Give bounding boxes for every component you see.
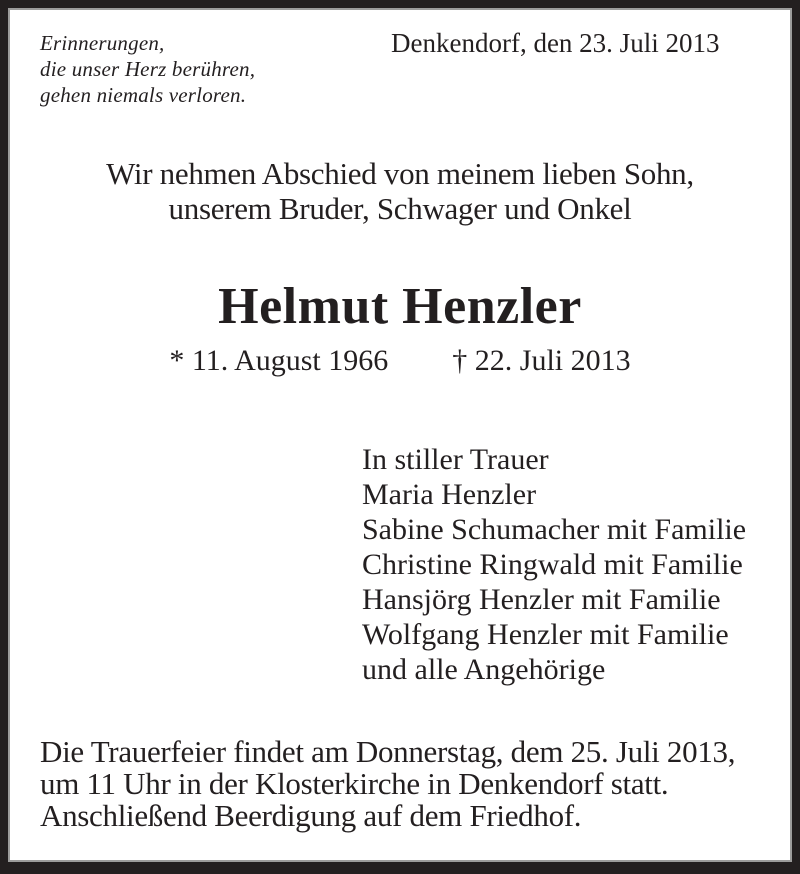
mourner-line: Christine Ringwald mit Familie — [362, 548, 743, 581]
intro-line: unserem Bruder, Schwager und Onkel — [168, 191, 632, 226]
quote-line: Erinnerungen, — [40, 31, 165, 55]
mourner-line: und alle Angehörige — [362, 653, 606, 686]
mourner-line: In stiller Trauer — [362, 443, 549, 476]
intro-line: Wir nehmen Abschied von meinem lieben Sohn, — [106, 156, 694, 191]
funeral-line: Die Trauerfeier findet am Donnerstag, dem 25. Juli 2013, — [40, 734, 736, 769]
obituary-paper — [8, 8, 792, 862]
mourners-list — [362, 442, 746, 687]
death-date: † 22. Juli 2013 — [452, 344, 631, 377]
quote-line: gehen niemals verloren. — [40, 83, 247, 107]
mourner-line: Maria Henzler — [362, 478, 537, 511]
memorial-quote — [40, 30, 255, 108]
place-dateline: Denkendorf, den 23. Juli 2013 — [391, 28, 720, 58]
birth-date: * 11. August 1966 — [169, 344, 389, 377]
funeral-line: um 11 Uhr in der Klosterkirche in Denkendorf statt. — [40, 766, 669, 801]
quote-line: die unser Herz berühren, — [40, 57, 256, 81]
life-dates — [10, 344, 790, 378]
funeral-line: Anschließend Beerdigung auf dem Friedhof. — [40, 798, 582, 833]
deceased-name: Helmut Henzler — [218, 278, 582, 335]
mourner-line: Hansjörg Henzler mit Familie — [362, 583, 721, 616]
introduction-text — [10, 156, 790, 226]
mourner-line: Sabine Schumacher mit Familie — [362, 513, 747, 546]
mourner-line: Wolfgang Henzler mit Familie — [362, 618, 729, 651]
funeral-details — [40, 736, 735, 832]
